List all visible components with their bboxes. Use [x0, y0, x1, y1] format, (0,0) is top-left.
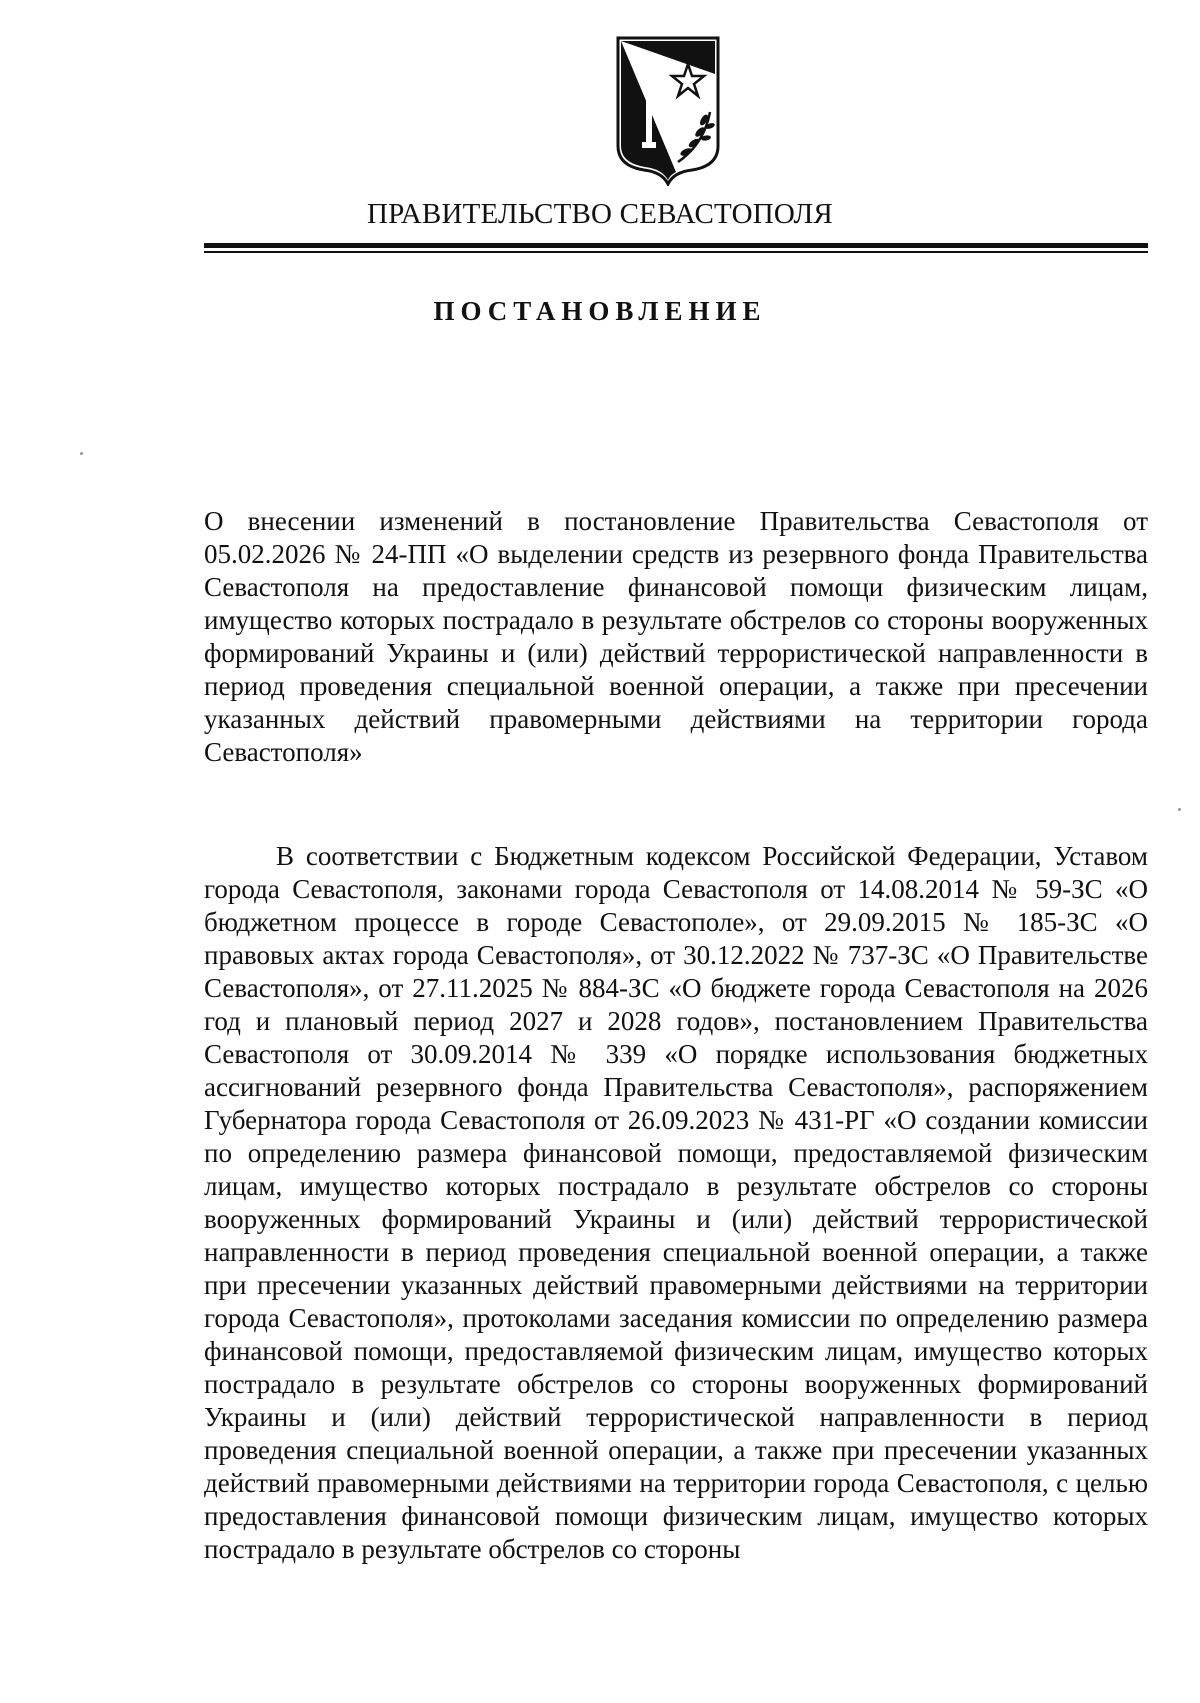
- document-type-title: ПОСТАНОВЛЕНИЕ: [433, 296, 767, 326]
- document-preamble: В соответствии с Бюджетным кодексом Российской Федерации, Уставом города Севастополя, законами города Севастополя от 14.08.2014 № 59-ЗС «О бюджетном процессе в городе Севастополе», от 29.09.2015 № 185-ЗС «О правовых актах города Севастополя», от 30.12.2022 № 737-ЗС «О Правительстве Севастополя», от 27.11.2025 № 884-ЗС «О бюджете города Севастополя на 2026 год и плановый период 2027 и 2028 годов», постановлением Правительства Севастополя от 30.09.2014 № 339 «О порядке использования бюджетных ассигнований резервного фонда Правительства Севастополя», распоряжением Губернатора города Севастополя от 26.09.2023 № 431-РГ «О создании комиссии по определению размера финансовой помощи, предоставляемой физическим лицам, имущество которых пострадало в результате обстрелов со стороны вооруженных формирований Украины и (или) действий террористической направленности в период проведения специальной военной операции, а также при пресечении указанных действий правомерными действиями на территории города Севастополя», протоколами заседания комиссии по определению размера финансовой помощи, предоставляемой физическим лицам, имущество которых пострадало в результате обстрелов со стороны вооруженных формирований Украины и (или) действий террористической направленности в период проведения специальной военной операции, а также при пресечении указанных действий правомерными действиями на территории города Севастополя, с целью предоставления финансовой помощи физическим лицам, имущество которых пострадало в результате обстрелов со стороны: [204, 841, 1148, 1564]
- scan-speck: [80, 452, 83, 455]
- document-subject: О внесении изменений в постановление Правительства Севастополя от 05.02.2026 № 24-ПП «О выделении средств из резервного фонда Правительства Севастополя на предоставление финансовой помощи физическим лицам, имущество которых пострадало в результате обстрелов со стороны вооруженных формирований Украины и (или) действий террористической направленности в период проведения специальной военной операции, а также при пресечении указанных действий правомерными действиями на территории города Севастополя»: [204, 506, 1148, 767]
- scan-speck: [1178, 808, 1181, 811]
- sevastopol-coat-of-arms-icon: [612, 34, 724, 186]
- header-divider-thick: [204, 243, 1148, 248]
- header-divider-thin: [204, 251, 1148, 253]
- organization-name: ПРАВИТЕЛЬСТВО СЕВАСТОПОЛЯ: [367, 198, 833, 230]
